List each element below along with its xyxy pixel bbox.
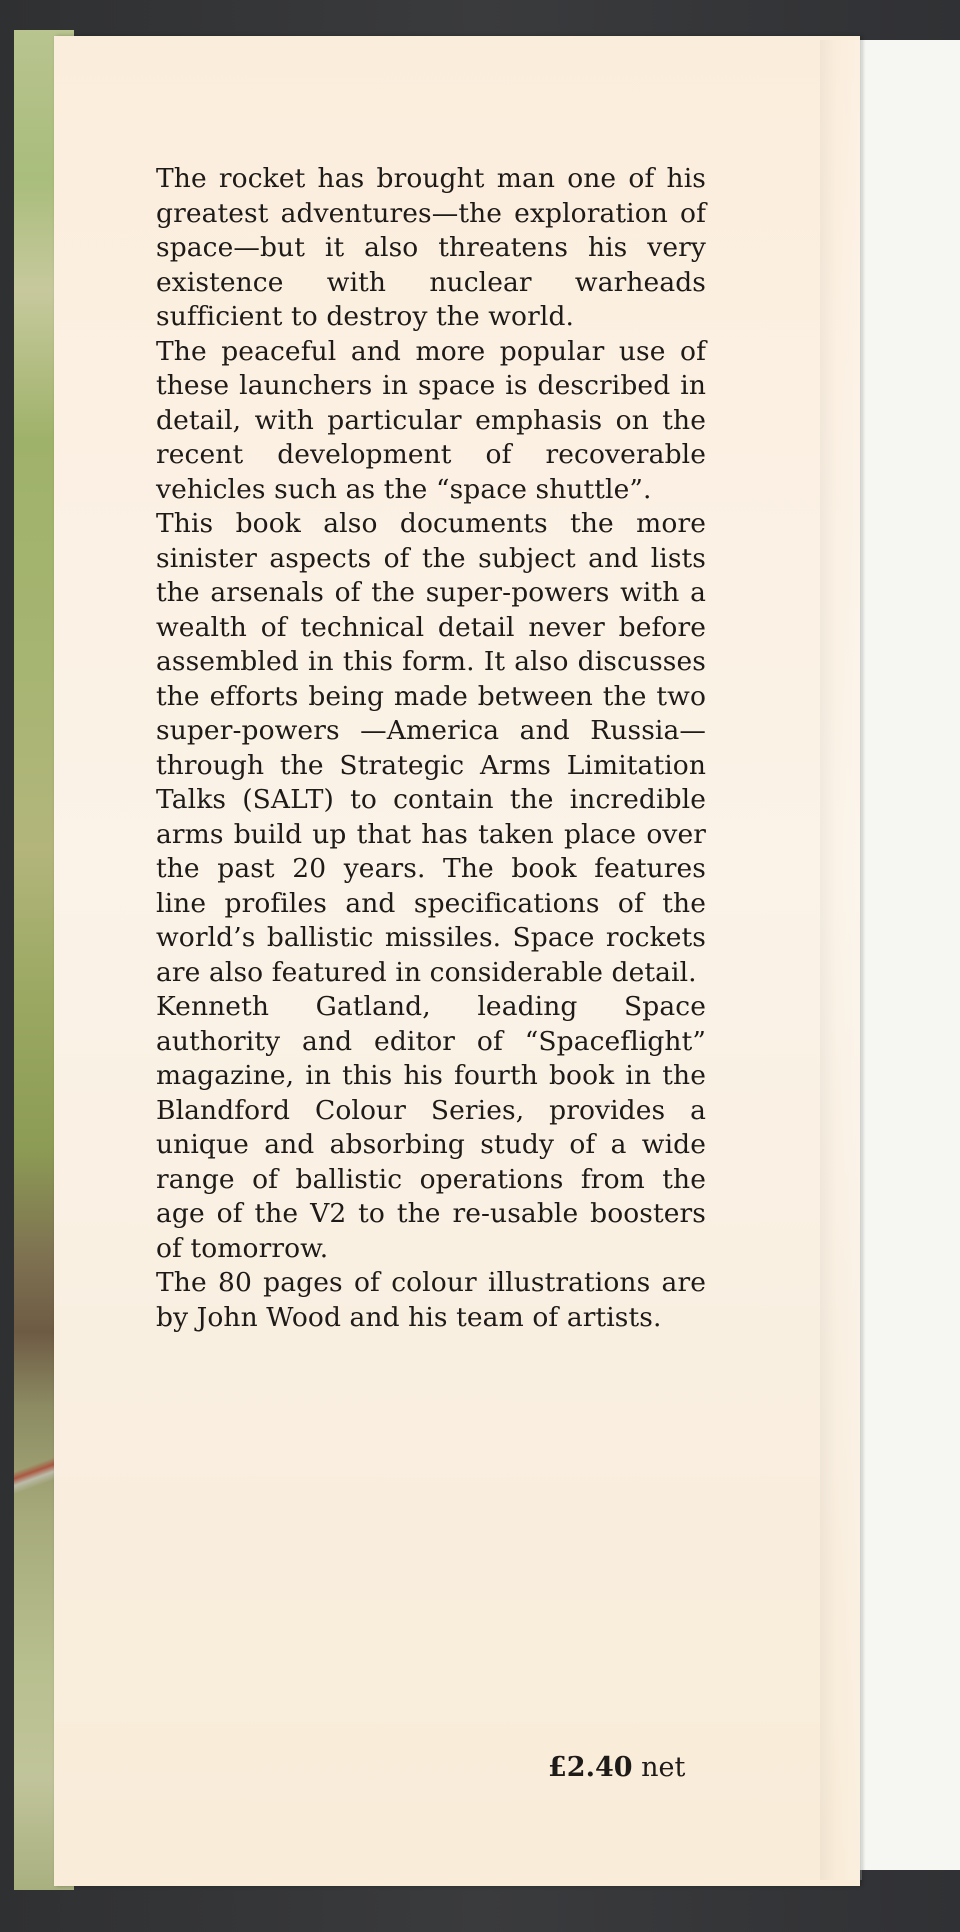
blurb-paragraph: Kenneth Gatland, leading Space authority and editor of “Spaceflight” magazine, in this his fourth book in the Blandford Colour Series, provides a unique and absorbing study of a wide range of ballistic operations from the age of the V2 to the re-usable boosters of tomorrow. [156, 991, 706, 1264]
blurb-paragraph: The peaceful and more popular use of these launchers in space is described in detail, with particular emphasis on the recent development of recoverable vehicles such as the “space shuttle”. [156, 335, 706, 505]
blurb-paragraph: This book also documents the more sinister aspects of the subject and lists the arsenals of the super-powers with a wealth of technical detail never before assembled in this form. It also discusses the efforts being made between the two super-powers —America and Russia—through the Strategic Arms Limitation Talks (SALT) to contain the incredible arms build up that has taken place over the past 20 years. The book features line profiles and specifications of the world’s ballistic missiles. Space rockets are also featured in considerable detail. [156, 508, 706, 988]
blurb-paragraph: The 80 pages of colour illustrations are by John Wood and his team of artists. [156, 1267, 706, 1333]
price-amount: £2.40 [548, 1752, 633, 1783]
blurb-text [156, 162, 706, 1335]
price-suffix: net [641, 1752, 686, 1783]
blurb-paragraph: The rocket has brought man one of his greatest adventures—the exploration of space—but it also threatens his very existence with nuclear warheads sufficient to destroy the world. [156, 163, 706, 332]
flap-fold-shade [820, 40, 862, 1880]
page-behind-flap [848, 40, 960, 1870]
price-label [548, 1752, 685, 1783]
